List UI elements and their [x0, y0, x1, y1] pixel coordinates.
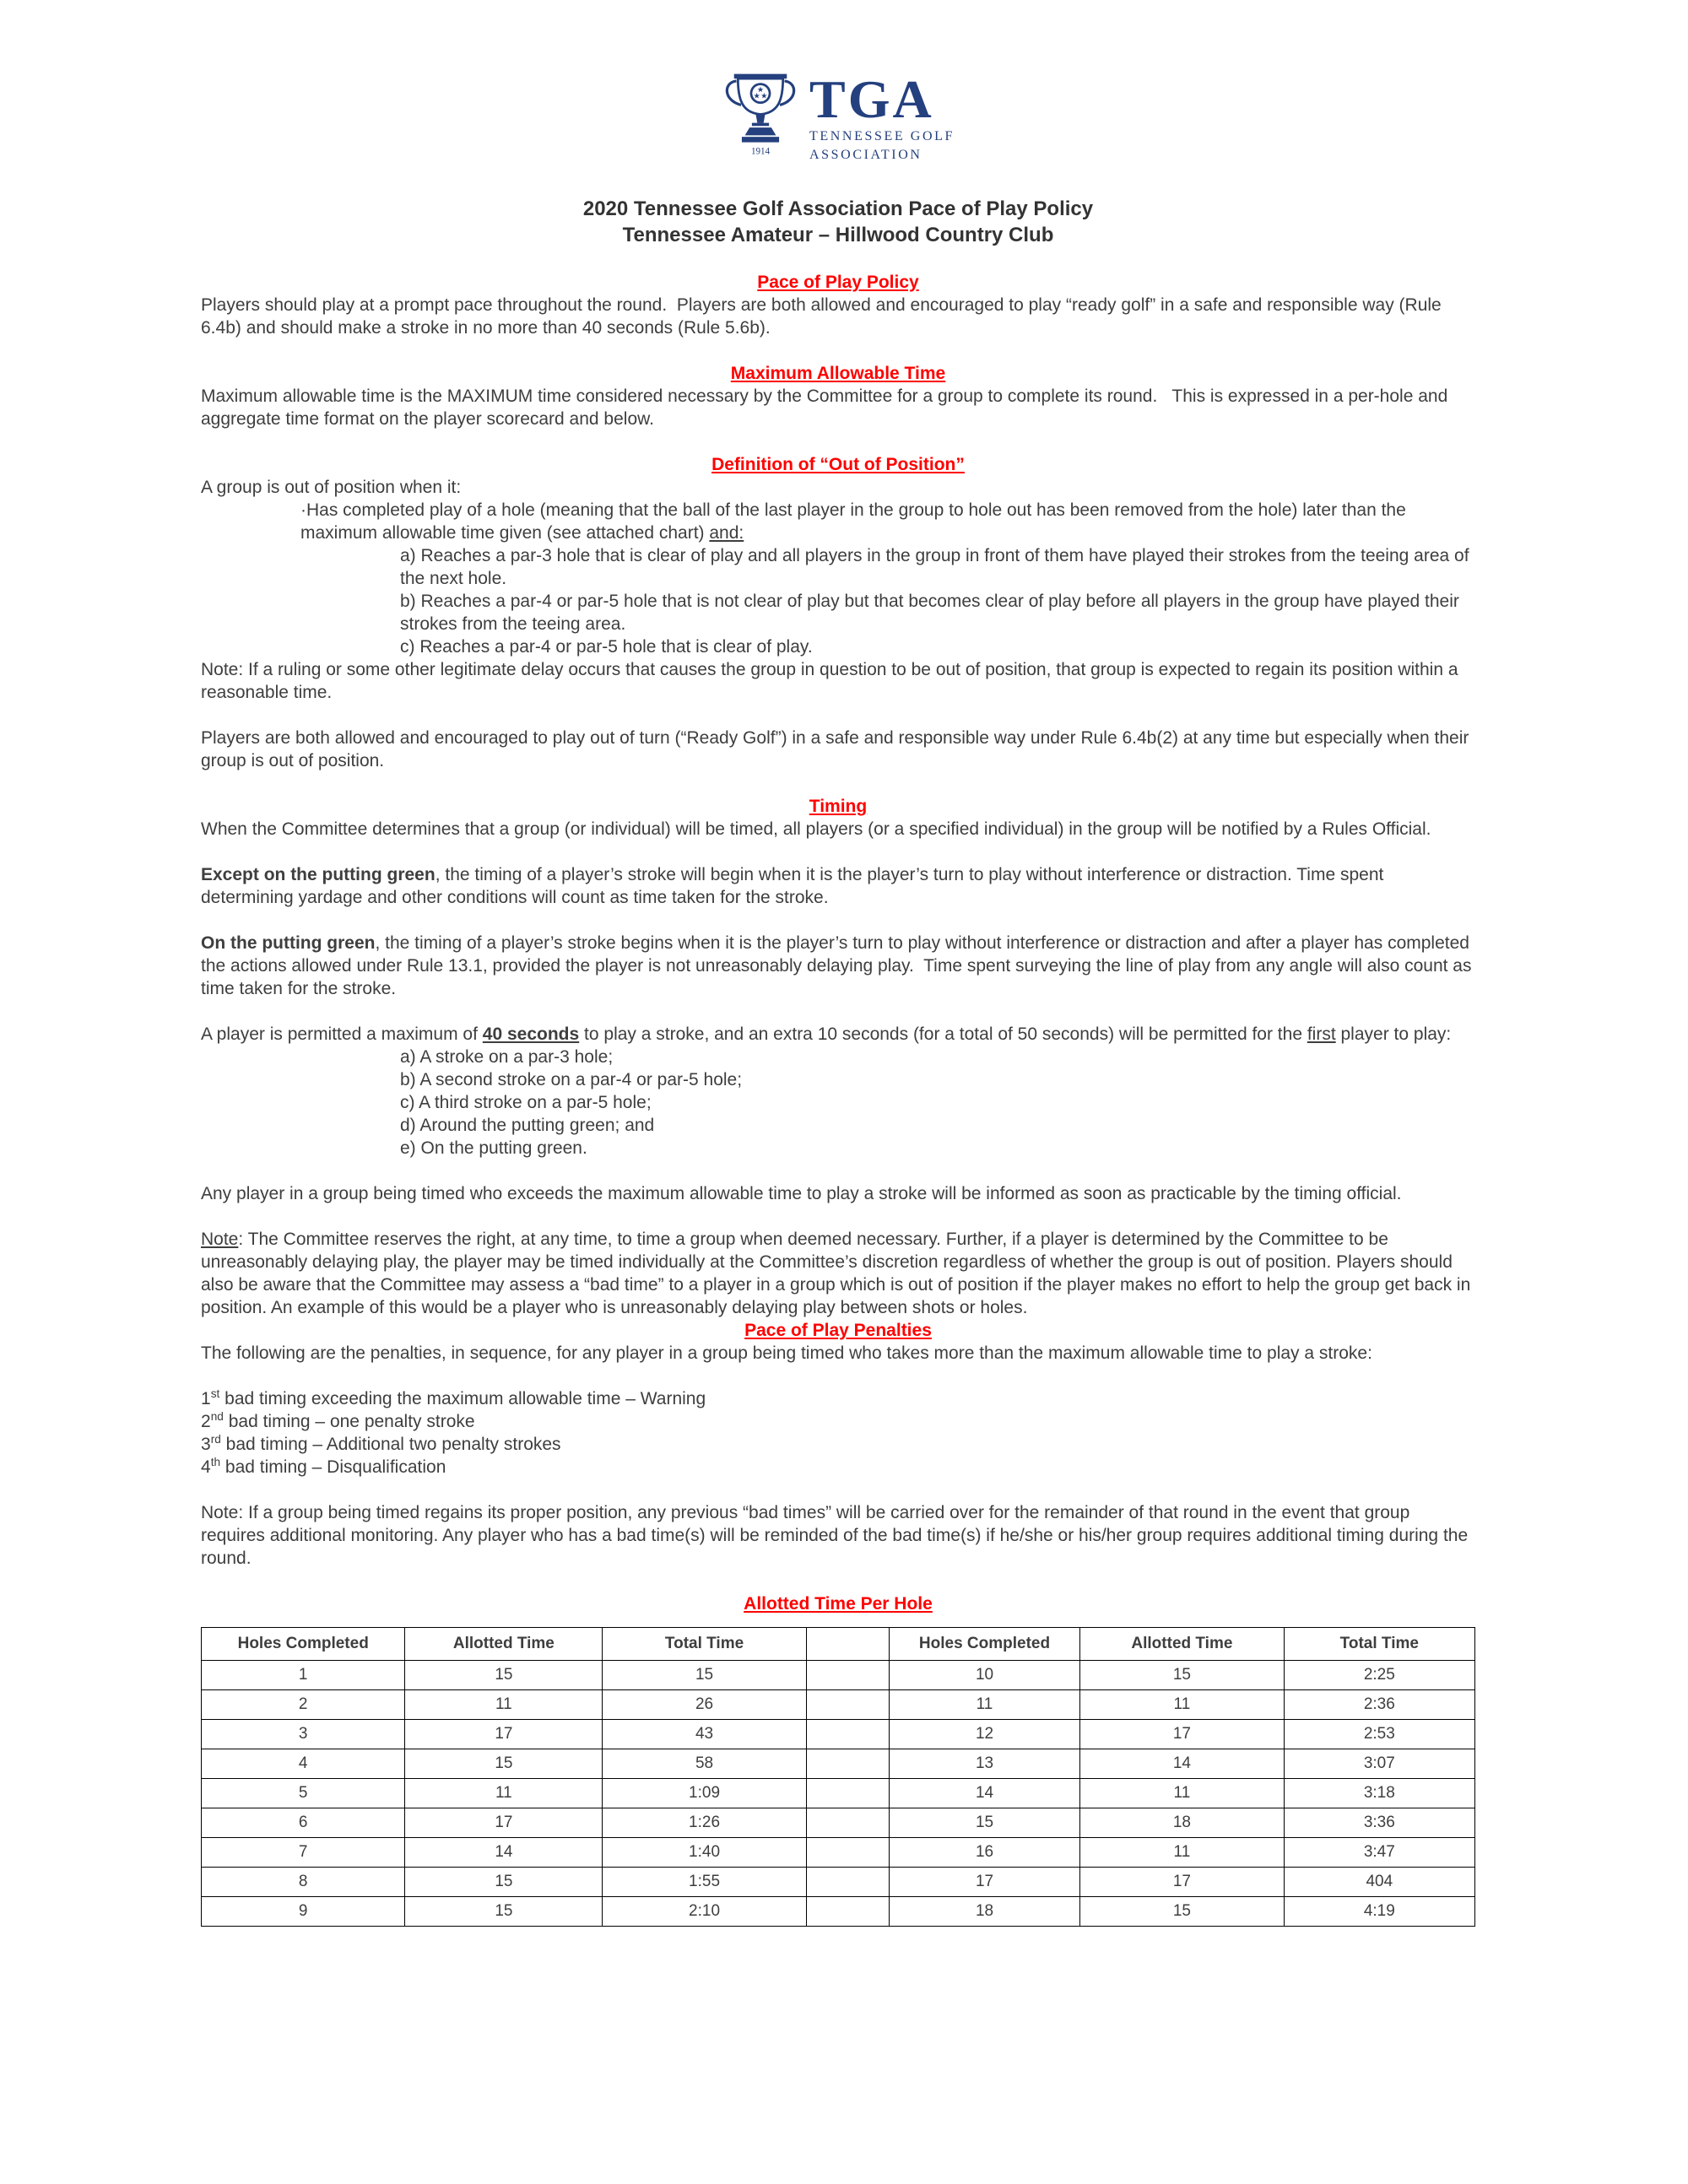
- text-run: c) A third stroke on a par-5 hole;: [400, 1093, 652, 1112]
- table-row: [202, 1749, 1475, 1779]
- text-run: Maximum allowable time is the MAXIMUM time considered necessary by the Committee for a group to complete its round. This is expressed in a per-hole and aggregate time format on the player scorecard and below.: [201, 387, 1453, 429]
- table-header-row: [202, 1628, 1475, 1661]
- table-cell: 15: [405, 1749, 603, 1779]
- paragraph-forty-seconds: [201, 1023, 1475, 1046]
- heading-allotted-time-per-hole: Allotted Time Per Hole: [744, 1594, 933, 1614]
- table-cell: 18: [889, 1897, 1079, 1927]
- trophy-icon: [722, 68, 799, 170]
- table-cell: 2:36: [1284, 1690, 1474, 1720]
- text-run: : The Committee reserves the right, at any time, to time a group when deemed necessary. Further, if a player is determined by the Committee to be unreasonably delaying play, the player may be timed individually at the Committee’s discretion regardless of whether the group is out of position. Players should also be aware that the Committee may assess a “bad time” to a player in a group which is out of position if the player makes no effort to help the group get back in position. An example of this would be a player who is unreasonably delaying play between shots or holes.: [201, 1230, 1476, 1317]
- table-cell: 3:18: [1284, 1779, 1474, 1808]
- penalty-line-4: [201, 1456, 1475, 1479]
- table-row: [202, 1897, 1475, 1927]
- text-run: e) On the putting green.: [400, 1138, 587, 1158]
- text-run: A player is permitted a maximum of: [201, 1024, 483, 1044]
- list-item-stroke-c: [400, 1091, 1475, 1114]
- table-cell: 15: [1080, 1661, 1284, 1690]
- table-header-cell: [806, 1628, 889, 1661]
- table-cell: 15: [405, 1897, 603, 1927]
- text-run: bad timing – Additional two penalty strokes: [220, 1435, 561, 1454]
- text-run: Any player in a group being timed who exceeds the maximum allowable time to play a stroke will be informed as soon as practicable by the timing official.: [201, 1184, 1402, 1203]
- table-cell: 1:26: [603, 1808, 806, 1838]
- paragraph-timing-on-green: [201, 932, 1475, 1000]
- text-run: , the timing of a player’s stroke begins when it is the player’s turn to play without interference or distraction and after a player has completed the actions allowed under Rule 13.1, provided the player is not unreasonably delaying play. Time spent surveying the line of play from any angle will also count as time taken for the stroke.: [201, 933, 1477, 998]
- text-run: first: [1307, 1024, 1336, 1044]
- allotted-time-table: [201, 1627, 1475, 1927]
- table-cell: 14: [405, 1838, 603, 1868]
- list-item-stroke-a: [400, 1046, 1475, 1068]
- table-cell: [806, 1838, 889, 1868]
- text-run: Note: [201, 1230, 239, 1249]
- text-run: 1: [201, 1389, 211, 1408]
- table-cell: [806, 1779, 889, 1808]
- table-cell: 6: [202, 1808, 405, 1838]
- table-cell: [806, 1868, 889, 1897]
- text-run: st: [210, 1387, 220, 1400]
- table-cell: 17: [889, 1868, 1079, 1897]
- text-run: Players are both allowed and encouraged to play out of turn (“Ready Golf”) in a safe and responsible way under Rule 6.4b(2) at any time but especially when their group is out of position.: [201, 728, 1474, 770]
- heading-pace-of-play-penalties: Pace of Play Penalties: [744, 1321, 932, 1340]
- heading-maximum-allowable-time: Maximum Allowable Time: [730, 364, 946, 383]
- table-cell: 43: [603, 1720, 806, 1749]
- paragraph-max-time: [201, 385, 1475, 430]
- list-item-stroke-e: [400, 1137, 1475, 1160]
- table-cell: 3:07: [1284, 1749, 1474, 1779]
- text-run: Note: If a ruling or some other legitimate delay occurs that causes the group in question to be out of position, that group is expected to regain its position within a reasonable time.: [201, 660, 1463, 702]
- table-row: [202, 1661, 1475, 1690]
- logo-year: 1914: [750, 146, 771, 157]
- text-run: bad timing – Disqualification: [220, 1457, 446, 1477]
- logo-wordmark: [809, 68, 955, 164]
- table-cell: 15: [889, 1808, 1079, 1838]
- table-cell: 404: [1284, 1868, 1474, 1897]
- paragraph-oop-lead: [201, 476, 1475, 499]
- text-run: player to play:: [1335, 1024, 1452, 1044]
- table-cell: 15: [1080, 1897, 1284, 1927]
- text-run: A group is out of position when it:: [201, 478, 462, 497]
- table-cell: 17: [1080, 1720, 1284, 1749]
- table-cell: 15: [405, 1661, 603, 1690]
- table-header-cell: Holes Completed: [889, 1628, 1079, 1661]
- table-cell: 2: [202, 1690, 405, 1720]
- document-title: [201, 196, 1475, 248]
- table-cell: 11: [1080, 1838, 1284, 1868]
- text-run: 3: [201, 1435, 211, 1454]
- paragraph-policy-intro: [201, 294, 1475, 339]
- text-run: ·Has completed play of a hole (meaning that the ball of the last player in the group to hole out has been removed from the hole) later than the maximum allowable time given (see attached chart): [300, 500, 1411, 543]
- table-cell: 2:10: [603, 1897, 806, 1927]
- text-run: 2: [201, 1412, 211, 1431]
- paragraph-oop-item-b: [400, 590, 1475, 635]
- table-cell: 11: [1080, 1779, 1284, 1808]
- text-run: bad timing – one penalty stroke: [223, 1412, 475, 1431]
- table-row: [202, 1720, 1475, 1749]
- table-header-cell: Allotted Time: [1080, 1628, 1284, 1661]
- text-run: and:: [709, 523, 744, 543]
- table-cell: [806, 1690, 889, 1720]
- paragraph-timing-notify: [201, 818, 1475, 841]
- table-cell: [806, 1661, 889, 1690]
- table-cell: 9: [202, 1897, 405, 1927]
- text-run: Players should play at a prompt pace throughout the round. Players are both allowed and encouraged to play “ready golf” in a safe and responsible way (Rule 6.4b) and should make a stroke in no more than 40 seconds (Rule 5.6b).: [201, 295, 1447, 338]
- text-run: Note: If a group being timed regains its proper position, any previous “bad times” will be carried over for the remainder of that round in the event that group requires additional monitoring. Any player who has a bad time(s) will be reminded of the bad time(s) if he/she or his/her group requires additional timing during the round.: [201, 1503, 1473, 1568]
- heading-timing: Timing: [809, 797, 868, 816]
- table-cell: 2:53: [1284, 1720, 1474, 1749]
- penalty-line-3: [201, 1433, 1475, 1456]
- table-cell: 10: [889, 1661, 1079, 1690]
- table-cell: 16: [889, 1838, 1079, 1868]
- logo-acronym: TGA: [809, 69, 934, 129]
- table-cell: [806, 1720, 889, 1749]
- list-item-stroke-d: [400, 1114, 1475, 1137]
- table-cell: 4: [202, 1749, 405, 1779]
- table-cell: 1:09: [603, 1779, 806, 1808]
- table-cell: 1:55: [603, 1868, 806, 1897]
- table-cell: 17: [405, 1808, 603, 1838]
- table-cell: [806, 1897, 889, 1927]
- table-header-cell: Holes Completed: [202, 1628, 405, 1661]
- text-run: b) Reaches a par-4 or par-5 hole that is not clear of play but that becomes clear of play before all players in the group have played their strokes from the teeing area.: [400, 592, 1464, 634]
- table-cell: 17: [1080, 1868, 1284, 1897]
- paragraph-timing-except-green: [201, 863, 1475, 909]
- table-cell: 1:40: [603, 1838, 806, 1868]
- table-cell: 8: [202, 1868, 405, 1897]
- text-run: Except on the putting green: [201, 865, 436, 884]
- table-cell: 11: [405, 1690, 603, 1720]
- table-cell: 14: [1080, 1749, 1284, 1779]
- text-run: a) Reaches a par-3 hole that is clear of play and all players in the group in front of them have played their strokes from the teeing area of the next hole.: [400, 546, 1474, 588]
- tga-logo: [201, 68, 1475, 170]
- table-header-cell: Total Time: [603, 1628, 806, 1661]
- table-row: [202, 1779, 1475, 1808]
- text-run: On the putting green: [201, 933, 376, 953]
- heading-pace-of-play-policy: Pace of Play Policy: [757, 273, 919, 292]
- table-row: [202, 1690, 1475, 1720]
- text-run: , the timing of a player’s stroke will begin when it is the player’s turn to play without interference or distraction. Time spent determining yardage and other conditions will count as time taken for the stroke.: [201, 865, 1389, 907]
- table-row: [202, 1808, 1475, 1838]
- title-line1: 2020 Tennessee Golf Association Pace of Play Policy: [582, 197, 1094, 220]
- table-cell: 7: [202, 1838, 405, 1868]
- paragraph-carryover-note: [201, 1501, 1475, 1570]
- text-run: b) A second stroke on a par-4 or par-5 hole;: [400, 1070, 743, 1089]
- paragraph-ready-golf: [201, 727, 1475, 772]
- table-cell: 15: [405, 1868, 603, 1897]
- table-cell: 11: [405, 1779, 603, 1808]
- table-cell: 18: [1080, 1808, 1284, 1838]
- table-cell: 17: [405, 1720, 603, 1749]
- table-cell: 2:25: [1284, 1661, 1474, 1690]
- penalty-line-1: [201, 1387, 1475, 1410]
- table-row: [202, 1838, 1475, 1868]
- text-run: th: [210, 1456, 221, 1468]
- title-line2: Tennessee Amateur – Hillwood Country Club: [622, 224, 1054, 246]
- table-cell: [806, 1808, 889, 1838]
- text-run: rd: [210, 1433, 221, 1446]
- table-cell: 12: [889, 1720, 1079, 1749]
- logo-org-line2: ASSOCIATION: [809, 148, 922, 162]
- penalty-line-2: [201, 1410, 1475, 1433]
- paragraph-oop-note: [201, 658, 1475, 704]
- table-cell: 11: [889, 1690, 1079, 1720]
- paragraph-penalties-intro: [201, 1342, 1475, 1365]
- text-run: d) Around the putting green; and: [400, 1116, 655, 1135]
- table-cell: 13: [889, 1749, 1079, 1779]
- text-run: 40 seconds: [482, 1024, 580, 1044]
- table-header-cell: Total Time: [1284, 1628, 1474, 1661]
- heading-out-of-position: Definition of “Out of Position”: [711, 455, 965, 474]
- paragraph-informed: [201, 1182, 1475, 1205]
- text-run: c) Reaches a par-4 or par-5 hole that is clear of play.: [400, 637, 813, 657]
- table-row: [202, 1868, 1475, 1897]
- text-run: 4: [201, 1457, 211, 1477]
- text-run: When the Committee determines that a group (or individual) will be timed, all players (or a specified individual) in the group will be notified by a Rules Official.: [201, 819, 1431, 839]
- text-run: The following are the penalties, in sequence, for any player in a group being timed who takes more than the maximum allowable time to play a stroke:: [201, 1343, 1372, 1363]
- text-run: bad timing exceeding the maximum allowable time – Warning: [219, 1389, 706, 1408]
- table-header-cell: Allotted Time: [405, 1628, 603, 1661]
- list-item-stroke-b: [400, 1068, 1475, 1091]
- table-cell: 58: [603, 1749, 806, 1779]
- text-run: a) A stroke on a par-3 hole;: [400, 1047, 614, 1067]
- table-cell: 14: [889, 1779, 1079, 1808]
- table-cell: 5: [202, 1779, 405, 1808]
- table-cell: 11: [1080, 1690, 1284, 1720]
- text-run: to play a stroke, and an extra 10 seconds (for a total of 50 seconds) will be permitted for the: [579, 1024, 1307, 1044]
- table-cell: 26: [603, 1690, 806, 1720]
- table-cell: 1: [202, 1661, 405, 1690]
- table-cell: 3:36: [1284, 1808, 1474, 1838]
- table-cell: 3:47: [1284, 1838, 1474, 1868]
- text-run: nd: [210, 1410, 224, 1423]
- table-cell: 15: [603, 1661, 806, 1690]
- table-cell: [806, 1749, 889, 1779]
- paragraph-committee-note: [201, 1228, 1475, 1319]
- paragraph-oop-bullet: [300, 499, 1475, 544]
- logo-org-line1: TENNESSEE GOLF: [809, 129, 955, 143]
- table-cell: 4:19: [1284, 1897, 1474, 1927]
- paragraph-oop-item-c: [400, 635, 1475, 658]
- table-cell: 3: [202, 1720, 405, 1749]
- paragraph-oop-item-a: [400, 544, 1475, 590]
